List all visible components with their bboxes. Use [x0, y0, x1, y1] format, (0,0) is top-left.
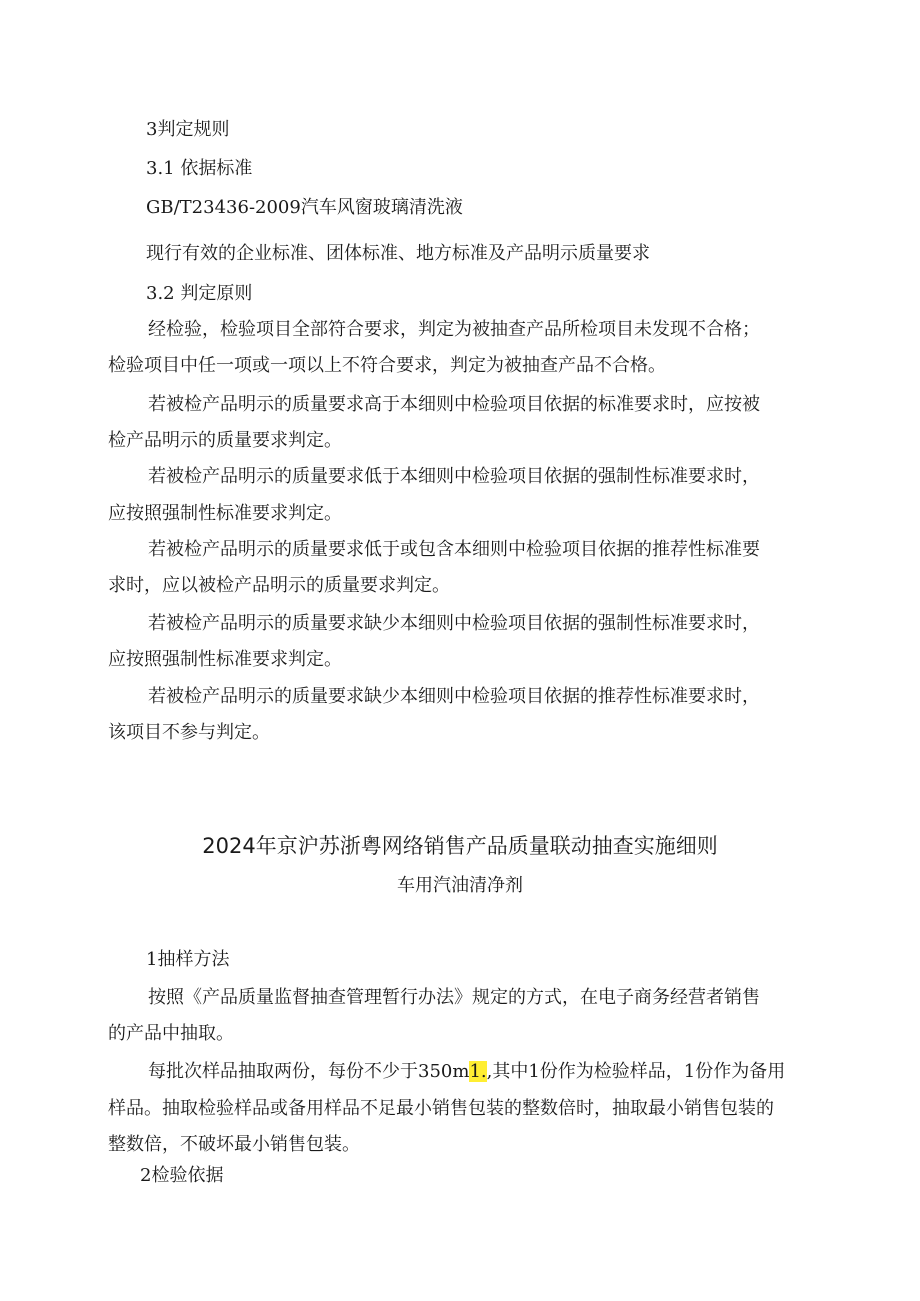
sampling-paragraph-2-line-1 — [148, 1060, 785, 1084]
judgement-paragraph-5-line-2: 应按照强制性标准要求判定。 — [108, 649, 342, 670]
sampling-amount-text: 每批次样品抽取两份，每份不少于350m — [148, 1061, 470, 1082]
sampling-paragraph-1-line-2: 的产品中抽取。 — [108, 1023, 234, 1044]
judgement-paragraph-2-line-1: 若被检产品明示的质量要求高于本细则中检验项目依据的标准要求时，应按被 — [148, 394, 760, 415]
judgement-paragraph-5-line-1: 若被检产品明示的质量要求缺少本细则中检验项目依据的强制性标准要求时， — [148, 613, 760, 634]
document-title: 2024年京沪苏浙粤网络销售产品质量联动抽查实施细则 — [202, 834, 718, 858]
section-1-heading: 1抽样方法 — [146, 949, 230, 970]
section-2-heading: 2检验依据 — [140, 1165, 224, 1186]
standard-reference: GB/T23436-2009汽车风窗玻璃清洗液 — [146, 197, 463, 218]
judgement-paragraph-1-line-2: 检验项目中任一项或一项以上不符合要求，判定为被抽查产品不合格。 — [108, 355, 666, 376]
sampling-paragraph-2-line-2: 样品。抽取检验样品或备用样品不足最小销售包装的整数倍时，抽取最小销售包装的 — [108, 1098, 774, 1119]
judgement-paragraph-3-line-2: 应按照强制性标准要求判定。 — [108, 503, 342, 524]
sampling-split-text: ,其中1份作为检验样品，1份作为备用 — [486, 1061, 786, 1082]
judgement-paragraph-6-line-2: 该项目不参与判定。 — [108, 722, 270, 743]
section-3-2-heading: 3.2 判定原则 — [146, 283, 253, 304]
section-3-1-heading: 3.1 依据标准 — [146, 158, 253, 179]
document-subtitle: 车用汽油清净剂 — [397, 875, 523, 896]
other-standards: 现行有效的企业标准、团体标准、地方标准及产品明示质量要求 — [146, 243, 650, 264]
judgement-paragraph-1-line-1: 经检验，检验项目全部符合要求，判定为被抽查产品所检项目未发现不合格； — [148, 319, 760, 340]
judgement-paragraph-4-line-2: 求时，应以被检产品明示的质量要求判定。 — [108, 575, 450, 596]
judgement-paragraph-4-line-1: 若被检产品明示的质量要求低于或包含本细则中检验项目依据的推荐性标准要 — [148, 539, 760, 560]
sampling-paragraph-1-line-1: 按照《产品质量监督抽查管理暂行办法》规定的方式，在电子商务经营者销售 — [148, 987, 760, 1008]
section-3-heading: 3判定规则 — [146, 119, 230, 140]
judgement-paragraph-2-line-2: 检产品明示的质量要求判定。 — [108, 430, 342, 451]
judgement-paragraph-3-line-1: 若被检产品明示的质量要求低于本细则中检验项目依据的强制性标准要求时， — [148, 466, 760, 487]
sampling-paragraph-2-line-3: 整数倍，不破坏最小销售包装。 — [108, 1134, 360, 1155]
highlighted-unit: 1. — [469, 1061, 487, 1082]
judgement-paragraph-6-line-1: 若被检产品明示的质量要求缺少本细则中检验项目依据的推荐性标准要求时， — [148, 686, 760, 707]
